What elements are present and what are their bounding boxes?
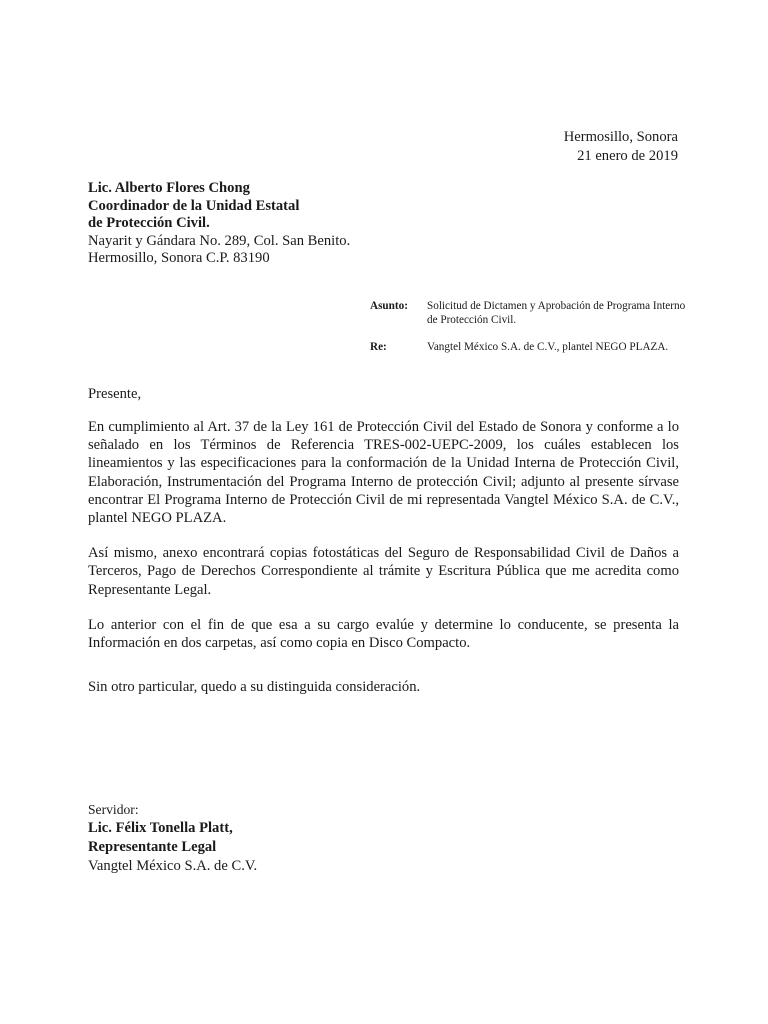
- place-date-block: [564, 128, 678, 166]
- signature-salutation: Servidor:: [88, 802, 139, 817]
- recipient-address-line2: Hermosillo, Sonora C.P. 83190: [88, 250, 270, 267]
- signer-name: Lic. Félix Tonella Platt,: [88, 820, 233, 836]
- recipient-title-line2: de Protección Civil.: [88, 215, 210, 232]
- body-paragraph-2: Así mismo, anexo encontrará copias fotostáticas del Seguro de Responsabilidad Civil de Daños a Terceros, Pago de Derechos Correspondiente al trámite y Escritura Pública que me acredita como Representante Legal.: [88, 545, 679, 598]
- re-value: Vangtel México S.A. de C.V., plantel NEGO PLAZA.: [427, 341, 669, 354]
- date: 21 enero de 2019: [577, 148, 678, 164]
- recipient-block: [88, 180, 350, 268]
- recipient-address-line1: Nayarit y Gándara No. 289, Col. San Benito.: [88, 232, 351, 249]
- asunto-label: Asunto:: [370, 300, 408, 312]
- signer-role: Representante Legal: [88, 839, 217, 855]
- body-paragraph-1: En cumplimiento al Art. 37 de la Ley 161 de Protección Civil del Estado de Sonora y conforme a lo señalado en los Términos de Referencia TRES-002-UEPC-2009, los cuáles establecen los lineamientos y las especificaciones para la conformación de la Unidad Interna de Protección Civil, Elaboración, Instrumentación del Programa Interno de protección Civil; adjunto al presente sírvase encontrar El Programa Interno de Protección Civil de mi representada Vangtel México S.A. de C.V., plantel NEGO PLAZA.: [88, 419, 679, 527]
- asunto-value: Solicitud de Dictamen y Aprobación de Programa Interno de Protección Civil.: [427, 300, 686, 327]
- letter-body: [88, 418, 679, 669]
- re-label: Re:: [370, 341, 387, 354]
- closing-line: Sin otro particular, quedo a su distinguida consideración.: [88, 679, 421, 695]
- re-row: [370, 340, 690, 354]
- recipient-title-line1: Coordinador de la Unidad Estatal: [88, 197, 300, 214]
- signature-block: [88, 800, 257, 876]
- subject-block: [370, 299, 690, 368]
- signer-company: Vangtel México S.A. de C.V.: [88, 858, 258, 874]
- recipient-name: Lic. Alberto Flores Chong: [88, 180, 250, 196]
- greeting: Presente,: [88, 386, 142, 402]
- body-paragraph-3: Lo anterior con el fin de que esa a su cargo evalúe y determine lo conducente, se presenta la Información en dos carpetas, así como copia en Disco Compacto.: [88, 616, 679, 652]
- asunto-row: [370, 299, 690, 327]
- place: Hermosillo, Sonora: [563, 129, 678, 145]
